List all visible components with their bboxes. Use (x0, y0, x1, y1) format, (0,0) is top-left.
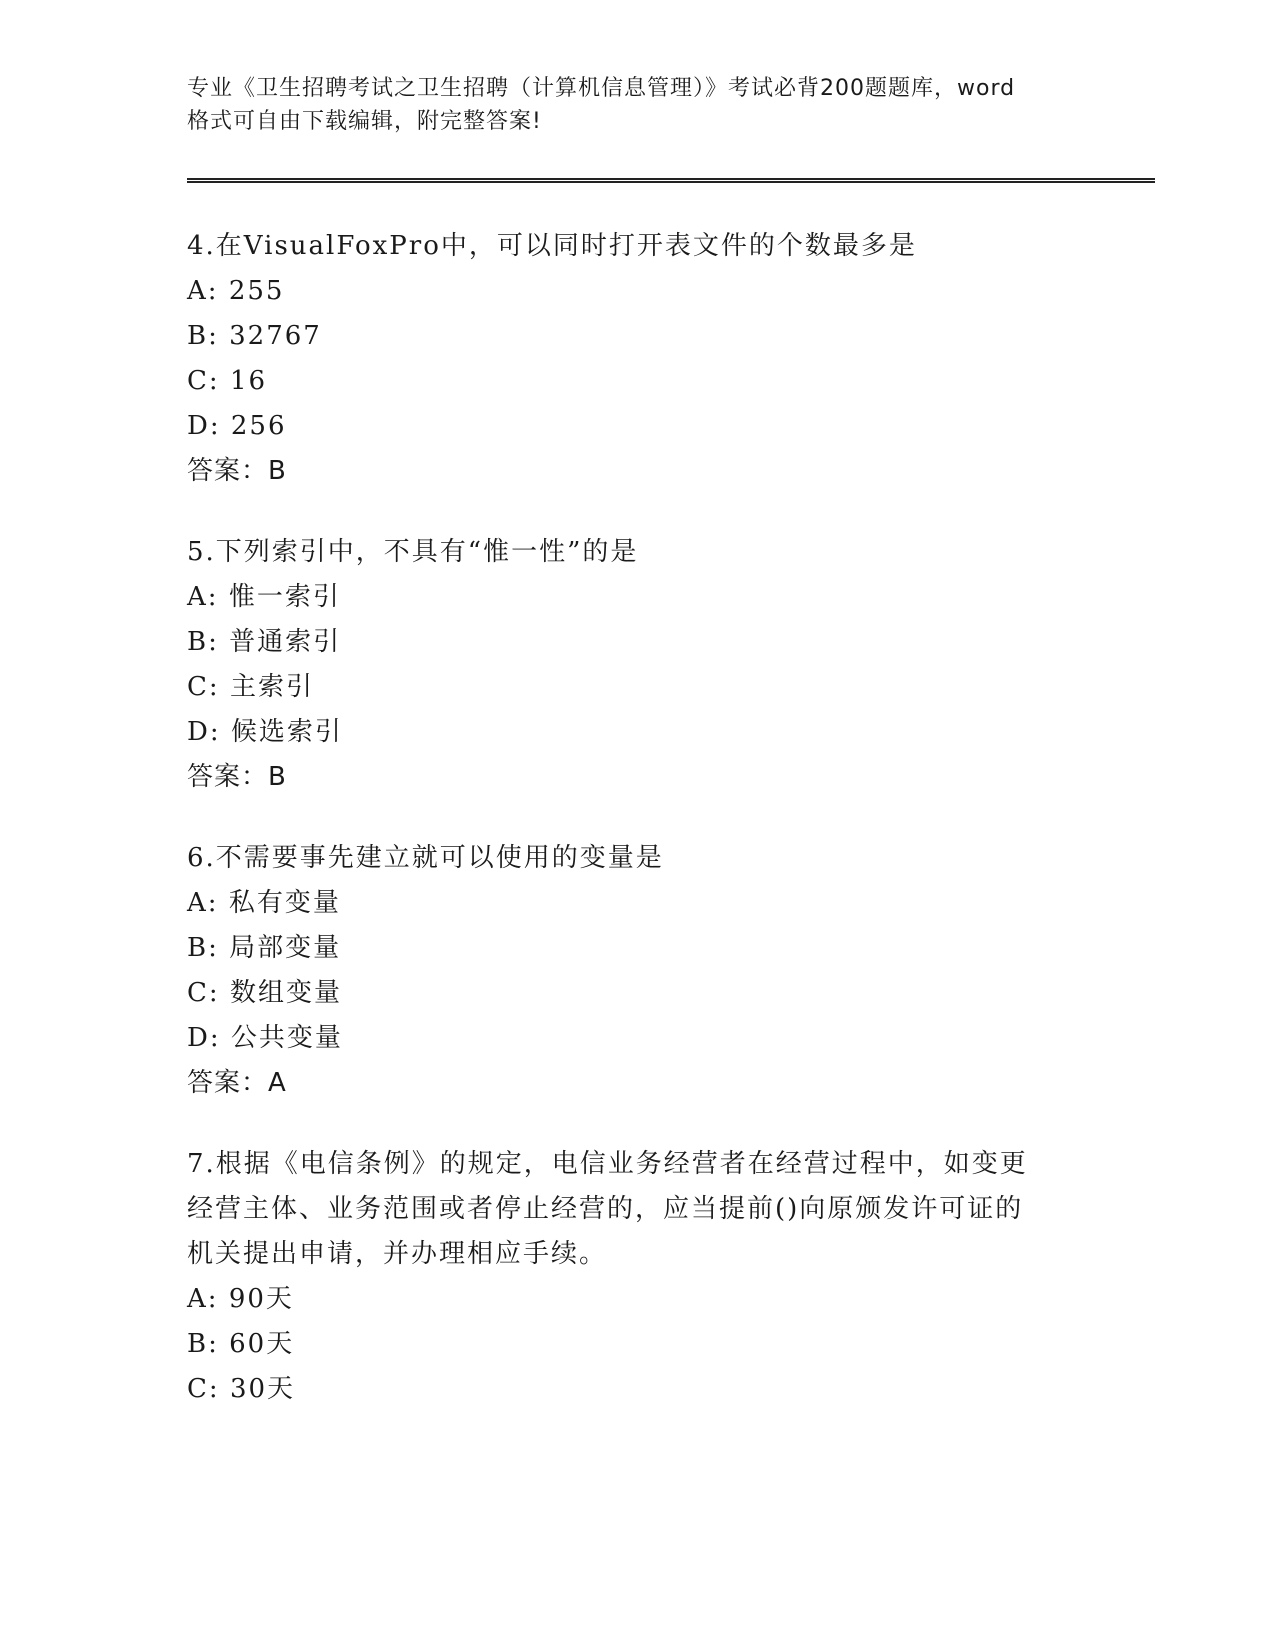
option-c (187, 665, 1087, 710)
option-key: C (187, 672, 209, 702)
option-key: A (187, 582, 208, 612)
option-separator: : (207, 276, 229, 306)
option-a (187, 881, 1087, 926)
option-key: C (187, 1374, 209, 1404)
option-key: B (187, 1329, 209, 1359)
option-key: D (187, 717, 210, 747)
option-text: 主索引 (229, 672, 314, 702)
option-separator: : (208, 933, 230, 963)
question-stem: 5.下列索引中，不具有“惟一性”的是 (187, 537, 639, 567)
option-text: 60天 (229, 1329, 295, 1359)
option-key: A (187, 1284, 208, 1314)
option-key: C (187, 978, 209, 1008)
option-b (187, 926, 1087, 971)
question-stem: 4.在VisualFoxPro中，可以同时打开表文件的个数最多是 (187, 231, 917, 261)
option-a (187, 1277, 1087, 1322)
option-key: D (187, 411, 210, 441)
option-separator: : (208, 1329, 230, 1359)
option-text: 32767 (229, 321, 322, 351)
question-stem: 6.不需要事先建立就可以使用的变量是 (187, 843, 664, 873)
question-5 (187, 530, 1087, 800)
option-text: 局部变量 (229, 933, 342, 963)
option-text: 惟一索引 (228, 582, 341, 612)
question-stem-line-2: 经营主体、业务范围或者停止经营的，应当提前()向原颁发许可证的 (187, 1194, 1024, 1224)
option-separator: : (208, 1374, 230, 1404)
option-separator: : (209, 411, 231, 441)
question-4 (187, 224, 1087, 494)
option-text: 256 (230, 411, 287, 441)
question-7 (187, 1142, 1087, 1412)
answer-line: 答案：A (187, 1068, 287, 1098)
option-text: 私有变量 (228, 888, 341, 918)
question-stem-line-1: 7.根据《电信条例》的规定，电信业务经营者在经营过程中，如变更 (187, 1149, 1028, 1179)
option-text: 普通索引 (229, 627, 342, 657)
option-separator: : (208, 978, 230, 1008)
header-line-1: 专业《卫生招聘考试之卫生招聘（计算机信息管理）》考试必背200题题库，word (187, 76, 1016, 101)
option-b (187, 620, 1087, 665)
option-key: D (187, 1023, 210, 1053)
option-separator: : (208, 627, 230, 657)
answer-line: 答案：B (187, 456, 287, 486)
option-separator: : (208, 672, 230, 702)
option-a (187, 269, 1087, 314)
option-key: C (187, 366, 209, 396)
option-separator: : (207, 582, 229, 612)
option-key: A (187, 276, 208, 306)
option-text: 数组变量 (229, 978, 342, 1008)
option-text: 30天 (229, 1374, 296, 1404)
option-b (187, 1322, 1087, 1367)
option-d (187, 1016, 1087, 1061)
option-d (187, 404, 1087, 449)
option-separator: : (209, 1023, 231, 1053)
option-b (187, 314, 1087, 359)
option-text: 候选索引 (230, 717, 343, 747)
option-separator: : (209, 717, 231, 747)
option-text: 16 (229, 366, 268, 396)
option-key: B (187, 933, 209, 963)
option-c (187, 971, 1087, 1016)
question-6 (187, 836, 1087, 1106)
option-separator: : (208, 366, 230, 396)
option-text: 90天 (228, 1284, 294, 1314)
option-separator: : (208, 321, 230, 351)
option-c (187, 359, 1087, 404)
question-stem-line-3: 机关提出申请，并办理相应手续。 (187, 1239, 608, 1269)
option-key: A (187, 888, 208, 918)
option-key: B (187, 321, 209, 351)
option-d (187, 710, 1087, 755)
option-separator: : (207, 888, 229, 918)
option-text: 255 (228, 276, 285, 306)
option-separator: : (207, 1284, 229, 1314)
header-divider (187, 178, 1155, 183)
option-a (187, 575, 1087, 620)
answer-line: 答案：B (187, 762, 287, 792)
option-c (187, 1367, 1087, 1412)
option-text: 公共变量 (230, 1023, 343, 1053)
document-header (187, 72, 1087, 138)
option-key: B (187, 627, 209, 657)
header-line-2: 格式可自由下载编辑，附完整答案! (187, 109, 542, 134)
